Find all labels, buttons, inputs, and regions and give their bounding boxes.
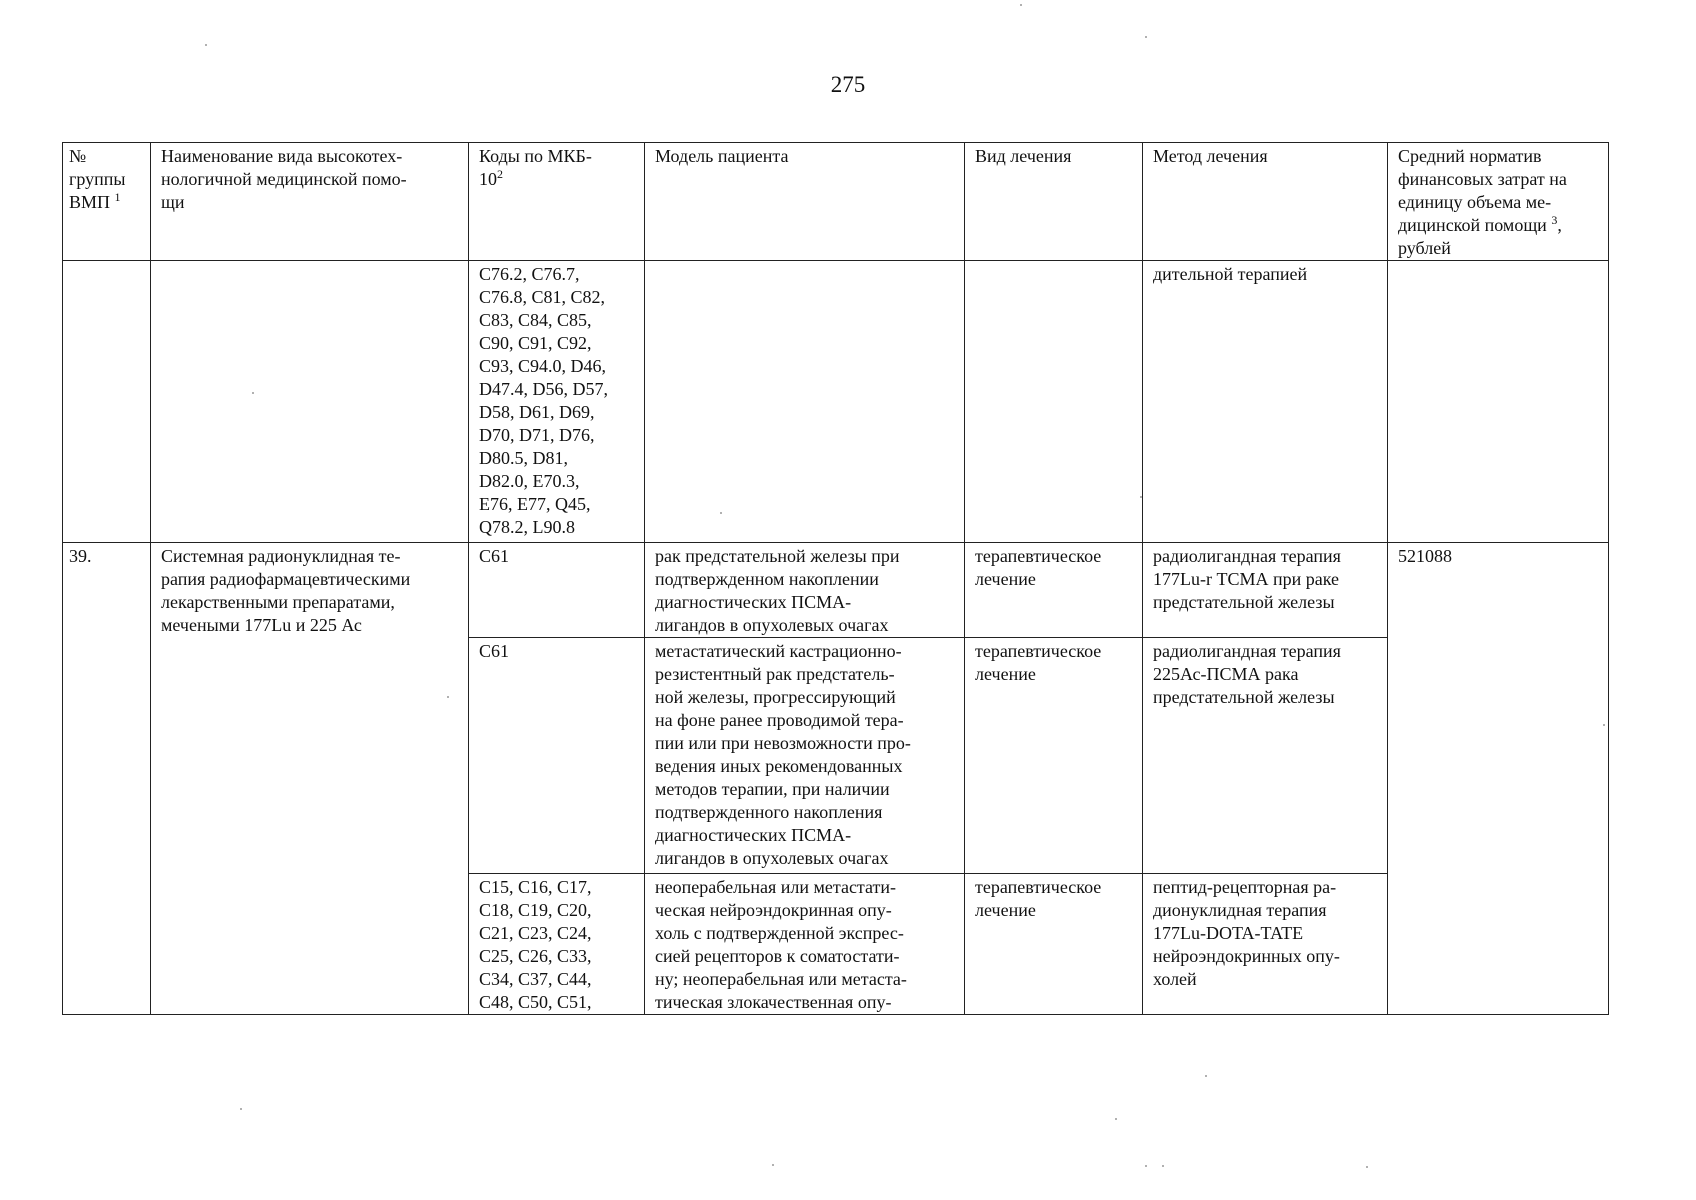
cell-treatment-type: терапевтическое лечение <box>965 638 1143 874</box>
header-icd-codes: Коды по МКБ- $10^2$ <box>469 143 645 261</box>
header-treatment-method: Метод лечения <box>1143 143 1388 261</box>
footnote-marker: 2 <box>497 167 503 181</box>
header-group-number: № группы ВМП $^1$ <box>63 143 151 261</box>
table-row <box>63 543 1609 638</box>
cell-icd-codes: С15, С16, С17, С18, С19, С20, С21, С23, С24, С25, С26, С33, С34, С37, С44, С48, С50, С51, <box>469 874 645 1015</box>
cell-icd-codes: С61 <box>469 543 645 638</box>
header-cost-norm: Средний норматив финансовых затрат на единицу объема ме- дицинской помощи $^3$, рублей <box>1388 143 1609 261</box>
footnote-marker: 1 <box>114 190 121 204</box>
header-vmp-name: Наименование вида высокотех- нологичной медицинской помо- щи <box>151 143 469 261</box>
table-header-row <box>63 143 1609 261</box>
cell-treatment-type: терапевтическое лечение <box>965 874 1143 1015</box>
table-row <box>63 261 1609 543</box>
cell-vmp-name: Системная радионуклидная те- рапия радиофармацевтическими лекарственными препаратами, мечеными 177Lu и 225 Ас <box>151 543 469 1015</box>
cell-group-number: 39. <box>63 543 151 1015</box>
header-treatment-type: Вид лечения <box>965 143 1143 261</box>
cell-treatment-method: радиолигандная терапия 225Ас-ПСМА рака предстательной железы <box>1143 638 1388 874</box>
cell-treatment-type <box>965 261 1143 543</box>
page-number: 275 <box>830 72 866 97</box>
header-patient-model: Модель пациента <box>645 143 965 261</box>
cell-treatment-method: радиолигандная терапия 177Lu-r ТСМА при раке предстательной железы <box>1143 543 1388 638</box>
vmp-table <box>62 142 1609 1015</box>
cell-group-number <box>63 261 151 543</box>
cell-icd-codes: С61 <box>469 638 645 874</box>
cell-patient-model: неоперабельная или метастати- ческая нейроэндокринная опу- холь с подтвержденной экспрес- сией рецепторов к соматостати- ну; неоперабельная или метаста- тическая злокачественная опу- <box>645 874 965 1015</box>
cell-vmp-name <box>151 261 469 543</box>
cell-icd-codes: С76.2, С76.7, С76.8, С81, С82, С83, С84, С85, С90, С91, С92, С93, С94.0, D46, D47.4, D56, D57, D58, D61, D69, D70, D71, D76, D80.5, D81, D82.0, E70.3, E76, E77, Q45, Q78.2, L90.8 <box>469 261 645 543</box>
cell-patient-model: рак предстательной железы при подтвержденном накоплении диагностических ПСМА- лигандов в опухолевых очагах <box>645 543 965 638</box>
cell-treatment-type: терапевтическое лечение <box>965 543 1143 638</box>
cell-treatment-method: дительной терапией <box>1143 261 1388 543</box>
cell-patient-model <box>645 261 965 543</box>
cell-cost-norm <box>1388 261 1609 543</box>
cell-cost-norm: 521088 <box>1388 543 1609 1015</box>
cell-treatment-method: пептид-рецепторная ра- дионуклидная терапия 177Lu-DOTA-TATE нейроэндокринных опу- холей <box>1143 874 1388 1015</box>
footnote-marker: 3 <box>1551 213 1558 227</box>
cell-patient-model: метастатический кастрационно- резистентный рак предстатель- ной железы, прогрессирующий на фоне ранее проводимой тера- пии или при невозможности про- ведения иных рекомендованных методов терапии, при наличии подтвержденного накопления диагностических ПСМА- лигандов в опухолевых очагах <box>645 638 965 874</box>
